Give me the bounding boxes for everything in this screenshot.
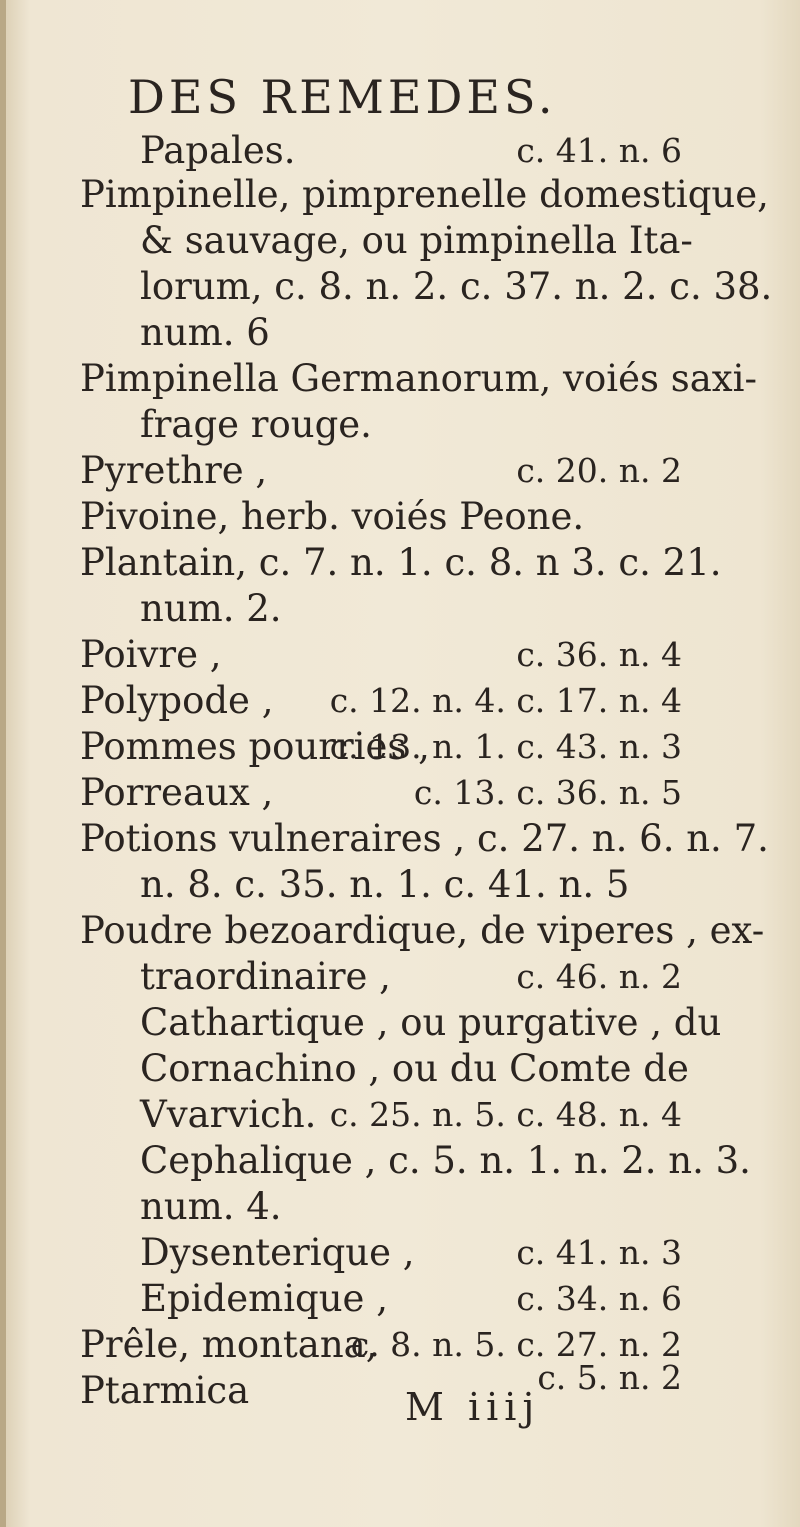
entry-line: Papales.	[140, 129, 296, 172]
entry-reference: c. 12. n. 4. c. 17. n. 4	[329, 681, 682, 720]
entry-reference: c. 20. n. 2	[516, 451, 682, 490]
entry-reference: c. 41. n. 6	[516, 131, 682, 170]
entry-line: Vvarvich.	[140, 1093, 317, 1136]
entry-line: Ptarmica	[80, 1369, 250, 1412]
entry-line: Epidemique ,	[140, 1277, 388, 1320]
entry-line: & sauvage, ou pimpinella Ita-	[140, 219, 693, 262]
entry-line: Poudre bezoardique, de viperes , ex-	[80, 909, 765, 952]
entry-line: n. 8. c. 35. n. 1. c. 41. n. 5	[140, 863, 630, 906]
entry-line: Poivre ,	[80, 633, 222, 676]
running-header: DES REMEDES.	[128, 70, 557, 124]
entry-reference: c. 36. n. 4	[516, 635, 682, 674]
entry-reference: c. 25. n. 5. c. 48. n. 4	[329, 1095, 682, 1134]
entry-line: Pommes pourries ,	[80, 725, 430, 768]
entry-line: Porreaux ,	[80, 771, 274, 814]
entry-reference: c. 8. n. 5. c. 27. n. 2	[350, 1325, 682, 1364]
entry-line: num. 2.	[140, 587, 282, 630]
entry-reference: c. 34. n. 6	[516, 1279, 682, 1318]
entry-line: Pyrethre ,	[80, 449, 268, 492]
entry-line: Prêle, montana,	[80, 1323, 378, 1366]
entry-line: lorum, c. 8. n. 2. c. 37. n. 2. c. 38.	[140, 265, 773, 308]
entry-reference: c. 41. n. 3	[516, 1233, 682, 1272]
signature-mark: M iiij	[405, 1385, 541, 1429]
entry-line: Potions vulneraires , c. 27. n. 6. n. 7.	[80, 817, 769, 860]
entry-line: Dysenterique ,	[140, 1231, 415, 1274]
entry-line: Cornachino , ou du Comte de	[140, 1047, 689, 1090]
entry-reference: c. 46. n. 2	[516, 957, 682, 996]
entry-line: Pimpinella Germanorum, voiés saxi-	[80, 357, 757, 400]
entry-line: Pivoine, herb. voiés Peone.	[80, 495, 585, 538]
entry-reference: c. 13. n. 1. c. 43. n. 3	[329, 727, 682, 766]
entry-reference: c. 13. c. 36. n. 5	[413, 773, 682, 812]
entry-line: traordinaire ,	[140, 955, 391, 998]
entry-line: num. 6	[140, 311, 270, 354]
entry-line: frage rouge.	[140, 403, 372, 446]
entry-line: Pimpinelle, pimprenelle domestique,	[80, 173, 769, 216]
entry-line: Cephalique , c. 5. n. 1. n. 2. n. 3.	[140, 1139, 751, 1182]
entry-line: num. 4.	[140, 1185, 282, 1228]
entry-line: Plantain, c. 7. n. 1. c. 8. n 3. c. 21.	[80, 541, 722, 584]
entry-reference: c. 5. n. 2	[537, 1358, 682, 1397]
entry-line: Cathartique , ou purgative , du	[140, 1001, 722, 1044]
entry-line: Polypode ,	[80, 679, 274, 722]
